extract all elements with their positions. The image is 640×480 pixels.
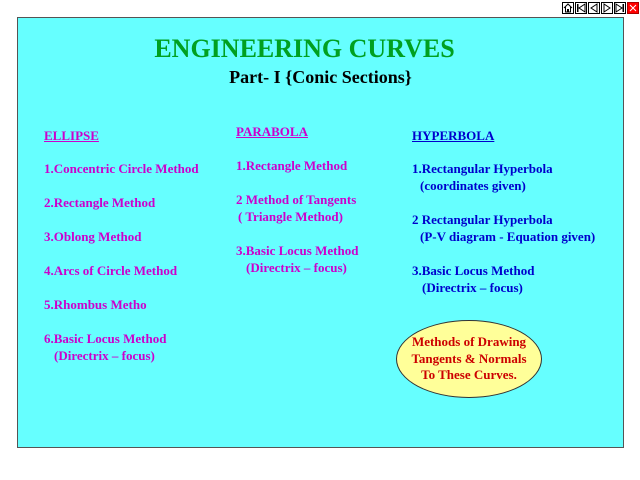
ellipse-item: 1.Concentric Circle Method <box>44 161 199 176</box>
parabola-item: 2 Method of Tangents <box>236 192 357 207</box>
hyperbola-heading: HYPERBOLA <box>412 128 495 143</box>
navigation-bar <box>562 2 639 16</box>
tangents-normals-link[interactable] <box>396 320 542 398</box>
previous-page-icon <box>589 3 599 13</box>
hyperbola-item-note: (Directrix – focus) <box>422 280 523 295</box>
hyperbola-item: 2 Rectangular Hyperbola <box>412 212 553 227</box>
oval-line: Methods of Drawing <box>411 334 527 350</box>
hyperbola-item-note: (P-V diagram - Equation given) <box>420 229 596 244</box>
oval-line: To These Curves. <box>421 367 517 383</box>
next-page-button[interactable] <box>601 2 613 14</box>
ellipse-item: 4.Arcs of Circle Method <box>44 263 178 278</box>
last-page-icon <box>615 3 625 13</box>
parabola-item-note: (Directrix – focus) <box>246 260 347 275</box>
close-button[interactable] <box>627 2 639 14</box>
slide <box>17 17 624 448</box>
oval-line: Tangents & Normals <box>411 350 527 366</box>
next-page-icon <box>602 3 612 13</box>
slide-subtitle: Part- I {Conic Sections} <box>229 67 412 87</box>
close-icon <box>628 3 638 13</box>
parabola-item: 3.Basic Locus Method <box>236 243 359 258</box>
parabola-item-note: ( Triangle Method) <box>238 209 343 224</box>
home-icon <box>563 3 573 13</box>
home-button[interactable] <box>562 2 574 14</box>
hyperbola-item: 3.Basic Locus Method <box>412 263 535 278</box>
ellipse-item: 5.Rhombus Metho <box>44 297 147 312</box>
parabola-item: 1.Rectangle Method <box>236 158 348 173</box>
first-page-button[interactable] <box>575 2 587 14</box>
ellipse-item: 3.Oblong Method <box>44 229 142 244</box>
first-page-icon <box>576 3 586 13</box>
ellipse-heading: ELLIPSE <box>44 128 99 143</box>
hyperbola-item-note: (coordinates given) <box>420 178 526 193</box>
hyperbola-item: 1.Rectangular Hyperbola <box>412 161 553 176</box>
ellipse-item: 6.Basic Locus Method <box>44 331 167 346</box>
ellipse-item-note: (Directrix – focus) <box>54 348 155 363</box>
slide-title: ENGINEERING CURVES <box>154 34 455 63</box>
last-page-button[interactable] <box>614 2 626 14</box>
parabola-heading: PARABOLA <box>236 124 308 139</box>
previous-page-button[interactable] <box>588 2 600 14</box>
ellipse-item: 2.Rectangle Method <box>44 195 156 210</box>
